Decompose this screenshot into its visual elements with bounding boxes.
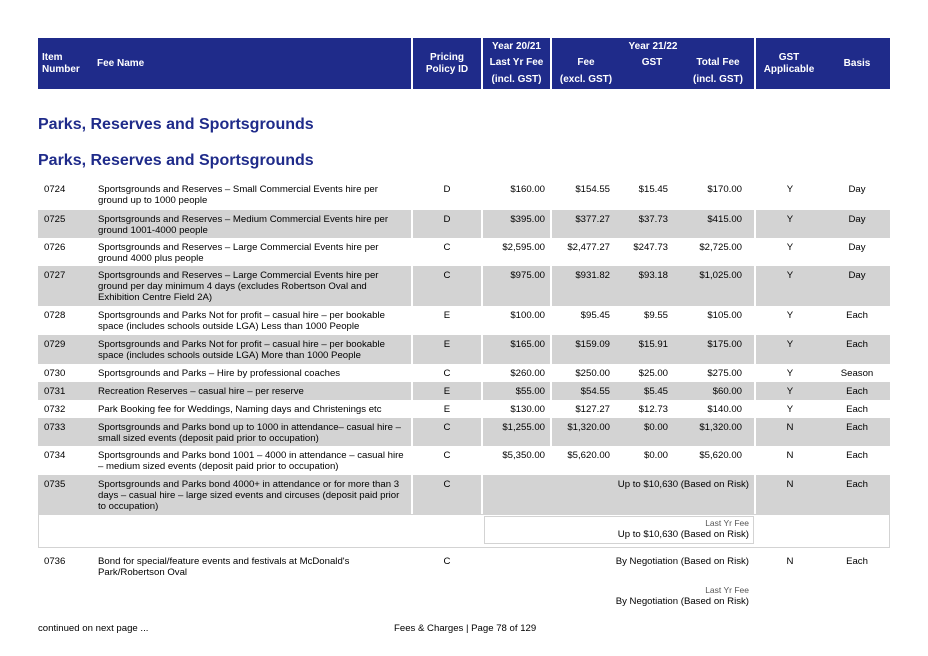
header-basis: Basis <box>843 58 871 69</box>
total-fee: $275.00 <box>707 368 742 379</box>
total-fee: $5,620.00 <box>699 450 742 461</box>
gst-applicable: N <box>786 422 794 433</box>
pricing-policy: C <box>443 479 451 490</box>
fee-name: Bond for special/feature events and festivals at McDonald's Park/Robertson Oval <box>98 556 350 578</box>
table-row <box>38 475 890 514</box>
last-year-fee: $5,350.00 <box>502 450 545 461</box>
table-row <box>38 552 890 582</box>
basis: Each <box>846 310 868 321</box>
pricing-policy: C <box>443 242 451 253</box>
gst-amount: $15.45 <box>638 184 668 195</box>
fee-span-value: By Negotiation (Based on Risk) <box>615 556 749 567</box>
last-year-fee: $165.00 <box>510 339 545 350</box>
fee-excl-gst: $159.09 <box>575 339 610 350</box>
last-year-fee: $395.00 <box>510 214 545 225</box>
fee-name: Sportsgrounds and Parks Not for profit – casual hire – per bookable space (includes schools outside LGA) Less than 1000 People <box>98 310 385 332</box>
pricing-policy: C <box>443 556 451 567</box>
basis: Season <box>840 368 874 379</box>
basis: Each <box>846 386 868 397</box>
gst-amount: $5.45 <box>643 386 668 397</box>
gst-applicable: N <box>786 556 794 567</box>
item-number: 0733 <box>44 422 66 433</box>
gst-applicable: Y <box>786 310 794 321</box>
header-gst: GST <box>641 57 663 68</box>
total-fee: $2,725.00 <box>699 242 742 253</box>
total-fee: $60.00 <box>712 386 742 397</box>
gst-amount: $37.73 <box>638 214 668 225</box>
pricing-policy: E <box>443 386 451 397</box>
item-number: 0732 <box>44 404 66 415</box>
header-incl-gst-2: (incl. GST) <box>693 74 743 85</box>
item-number: 0736 <box>44 556 66 567</box>
fee-name: Sportsgrounds and Parks bond 4000+ in attendance or for more than 3 days – casual hire – large sized events and circuses (deposit paid prior to occupation) <box>98 479 400 512</box>
fee-name: Sportsgrounds and Parks bond up to 1000 in attendance– casual hire – small sized events (deposit paid prior to occupation) <box>98 422 401 444</box>
item-number: 0726 <box>44 242 66 253</box>
table-row <box>38 180 890 210</box>
basis: Day <box>848 184 866 195</box>
header-item-number: Item Number <box>42 52 80 75</box>
header-year-curr: Year 21/22 <box>628 41 678 52</box>
total-fee: $415.00 <box>707 214 742 225</box>
last-year-fee: $130.00 <box>510 404 545 415</box>
basis: Each <box>846 339 868 350</box>
pricing-policy: D <box>443 214 451 225</box>
gst-amount: $93.18 <box>638 270 668 281</box>
basis: Day <box>848 214 866 225</box>
last-year-fee: $100.00 <box>510 310 545 321</box>
fee-excl-gst: $95.45 <box>580 310 610 321</box>
table-row <box>38 306 890 335</box>
fee-name: Sportsgrounds and Reserves – Large Commercial Events hire per ground 4000 plus people <box>98 242 379 264</box>
fee-span-value: Up to $10,630 (Based on Risk) <box>617 479 749 490</box>
last-year-fee: $260.00 <box>510 368 545 379</box>
gst-applicable: Y <box>786 214 794 225</box>
last-year-note-row <box>38 582 890 608</box>
fee-excl-gst: $2,477.27 <box>567 242 610 253</box>
basis: Each <box>846 450 868 461</box>
fee-name: Recreation Reserves – casual hire – per reserve <box>98 386 304 397</box>
last-year-label: Last Yr Fee <box>705 585 749 595</box>
fee-name: Sportsgrounds and Parks – Hire by professional coaches <box>98 368 341 379</box>
table-header-gst-basis <box>756 38 890 89</box>
gst-amount: $12.73 <box>638 404 668 415</box>
table-row <box>38 238 890 266</box>
table-row <box>38 266 890 306</box>
pricing-policy: C <box>443 368 451 379</box>
last-year-fee: $55.00 <box>515 386 545 397</box>
total-fee: $105.00 <box>707 310 742 321</box>
gst-amount: $247.73 <box>633 242 668 253</box>
total-fee: $1,320.00 <box>699 422 742 433</box>
table-row <box>38 364 890 382</box>
total-fee: $140.00 <box>707 404 742 415</box>
header-last-yr-fee: Last Yr Fee <box>489 57 544 68</box>
table-header-curr-year <box>552 38 754 89</box>
table-row <box>38 418 890 446</box>
last-year-fee: $1,255.00 <box>502 422 545 433</box>
basis: Day <box>848 242 866 253</box>
last-year-value: Up to $10,630 (Based on Risk) <box>617 529 749 540</box>
fee-excl-gst: $5,620.00 <box>567 450 610 461</box>
total-fee: $1,025.00 <box>699 270 742 281</box>
item-number: 0730 <box>44 368 66 379</box>
gst-applicable: Y <box>786 404 794 415</box>
gst-amount: $0.00 <box>643 450 668 461</box>
gst-applicable: N <box>786 479 794 490</box>
pricing-policy: C <box>443 270 451 281</box>
last-year-fee: $975.00 <box>510 270 545 281</box>
pricing-policy: C <box>443 450 451 461</box>
header-excl-gst: (excl. GST) <box>559 74 613 85</box>
header-year-prev: Year 20/21 <box>492 41 541 52</box>
gst-amount: $9.55 <box>643 310 668 321</box>
fee-name: Park Booking fee for Weddings, Naming days and Christenings etc <box>98 404 382 415</box>
table-row <box>38 446 890 475</box>
basis: Each <box>846 404 868 415</box>
pricing-policy: E <box>443 339 451 350</box>
total-fee: $170.00 <box>707 184 742 195</box>
fee-name: Sportsgrounds and Reserves – Small Commercial Events hire per ground up to 1000 people <box>98 184 378 206</box>
item-number: 0731 <box>44 386 66 397</box>
fee-excl-gst: $154.55 <box>575 184 610 195</box>
fee-name: Sportsgrounds and Reserves – Medium Commercial Events hire per ground 1001-4000 people <box>98 214 389 236</box>
page-footer: Fees & Charges | Page 78 of 129 <box>394 623 537 634</box>
last-year-fee: $2,595.00 <box>502 242 545 253</box>
header-fee-name: Fee Name <box>97 58 145 69</box>
header-pricing-policy: Pricing Policy ID <box>425 52 469 75</box>
header-incl-gst-1: (incl. GST) <box>491 74 542 85</box>
item-number: 0734 <box>44 450 66 461</box>
fee-name: Sportsgrounds and Parks Not for profit – casual hire – per bookable space (includes schools outside LGA) More than 1000 People <box>98 339 385 361</box>
item-number: 0727 <box>44 270 66 281</box>
last-year-note-row <box>38 514 890 548</box>
total-fee: $175.00 <box>707 339 742 350</box>
gst-applicable: Y <box>786 386 794 397</box>
table-row <box>38 335 890 364</box>
header-total-fee: Total Fee <box>696 57 740 68</box>
fee-excl-gst: $931.82 <box>575 270 610 281</box>
gst-amount: $15.91 <box>638 339 668 350</box>
item-number: 0728 <box>44 310 66 321</box>
fee-excl-gst: $54.55 <box>580 386 610 397</box>
fee-excl-gst: $1,320.00 <box>567 422 610 433</box>
pricing-policy: E <box>443 310 451 321</box>
fee-excl-gst: $377.27 <box>575 214 610 225</box>
fee-name: Sportsgrounds and Reserves – Large Commercial Events hire per ground per day minimum 4 days (excludes Robertson Oval and Exhibition Centre Field 2A) <box>98 270 379 303</box>
item-number: 0735 <box>44 479 66 490</box>
continued-note: continued on next page ... <box>38 623 149 634</box>
last-year-label: Last Yr Fee <box>705 518 749 528</box>
gst-amount: $0.00 <box>643 422 668 433</box>
fee-excl-gst: $250.00 <box>575 368 610 379</box>
gst-applicable: N <box>786 450 794 461</box>
pricing-policy: C <box>443 422 451 433</box>
header-gst-applicable: GST Applicable <box>763 52 815 75</box>
header-fee: Fee <box>577 57 595 68</box>
gst-applicable: Y <box>786 368 794 379</box>
basis: Day <box>848 270 866 281</box>
gst-applicable: Y <box>786 242 794 253</box>
table-row <box>38 210 890 238</box>
basis: Each <box>846 556 868 567</box>
section-title: Parks, Reserves and Sportsgrounds <box>38 116 314 133</box>
item-number: 0725 <box>44 214 66 225</box>
basis: Each <box>846 479 868 490</box>
subsection-title: Parks, Reserves and Sportsgrounds <box>38 152 314 169</box>
gst-applicable: Y <box>786 270 794 281</box>
table-header-policy <box>413 38 481 89</box>
table-row <box>38 400 890 418</box>
item-number: 0724 <box>44 184 66 195</box>
item-number: 0729 <box>44 339 66 350</box>
gst-amount: $25.00 <box>638 368 668 379</box>
table-header-prev-year <box>483 38 550 89</box>
basis: Each <box>846 422 868 433</box>
pricing-policy: E <box>443 404 451 415</box>
table-header <box>38 38 411 89</box>
pricing-policy: D <box>443 184 451 195</box>
fee-name: Sportsgrounds and Parks bond 1001 – 4000 in attendance – casual hire – medium sized events (deposit paid prior to occupation) <box>98 450 404 472</box>
last-year-fee: $160.00 <box>510 184 545 195</box>
fee-excl-gst: $127.27 <box>575 404 610 415</box>
gst-applicable: Y <box>786 184 794 195</box>
note-box <box>38 514 890 548</box>
last-year-value: By Negotiation (Based on Risk) <box>615 596 749 607</box>
table-row <box>38 382 890 400</box>
gst-applicable: Y <box>786 339 794 350</box>
